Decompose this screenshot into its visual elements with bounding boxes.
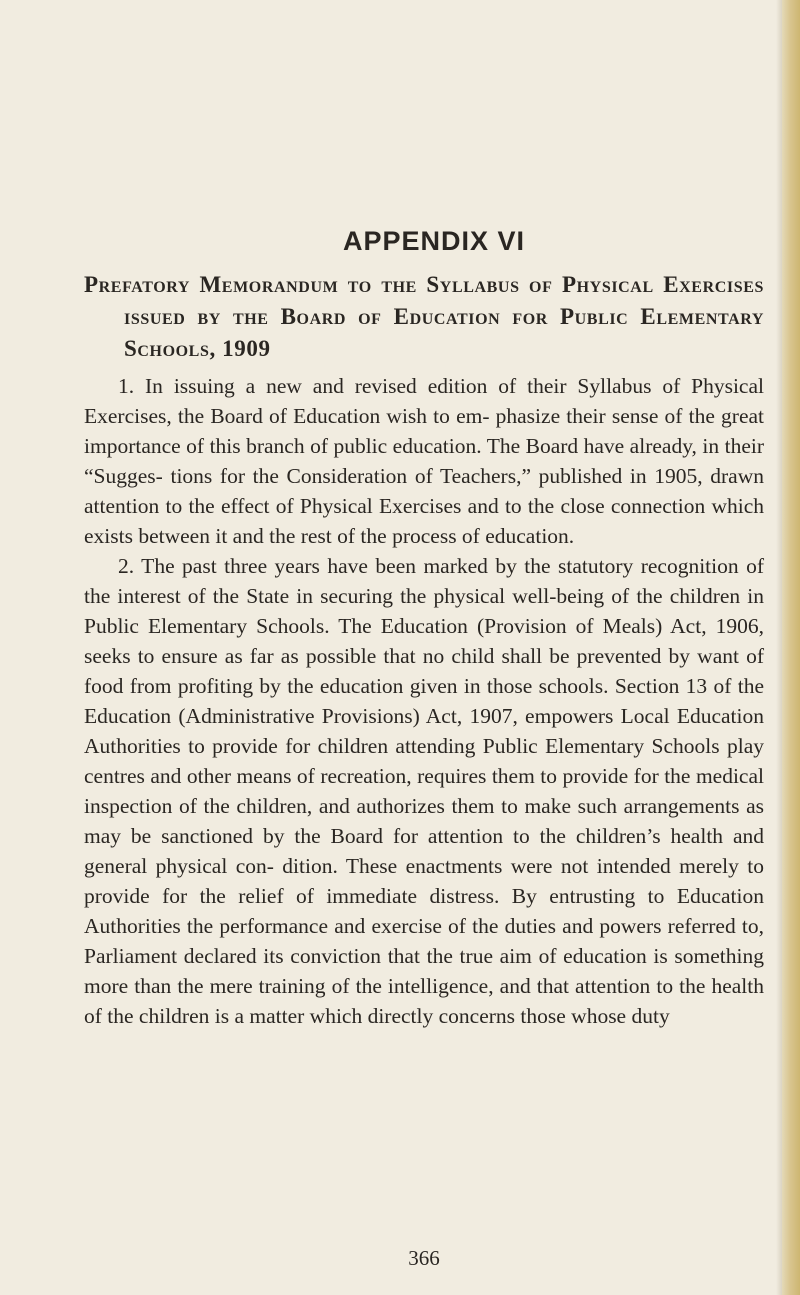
page-number: 366 — [408, 1246, 440, 1270]
appendix-title: APPENDIX VI — [342, 226, 526, 256]
page-edge — [782, 0, 800, 1295]
page-content — [84, 226, 764, 1270]
paragraph-2: 2. The past three years have been marked by the statutory recognition of the interest of the State in securing the physical well-being of the children in Public Elementary Schools. The Education (Provision of Meals) Act, 1906, seeks to ensure as far as possible that no child shall be prevented by want of food from profiting by the education given in those schools. Section 13 of the Education (Administrative Provisions) Act, 1907, empowers Local Education Authorities to provide for children attending Public Elementary Schools play centres and other means of recreation, requires them to provide for the medical inspection of the children, and authorizes them to make such arrangements as may be sanctioned by the Board for attention to the children’s health and general physical con- dition. These enactments were not intended merely to provide for the relief of immediate distress. By entrusting to Education Authorities the performance and exercise of the duties and powers referred to, Parliament declared its conviction that the true aim of education is something more than the mere training of the intelligence, and that attention to the health of the children is a matter which directly concerns those whose duty — [84, 554, 764, 1028]
memorandum-title: Prefatory Memorandum to the Syllabus of Physical Exercises issued by the Board of Education for Public Elementary Schools, 1909 — [84, 272, 764, 361]
paragraph-1: 1. In issuing a new and revised edition of their Syllabus of Physical Exercises, the Board of Education wish to em- phasize their sense of the great importance of this branch of public education. The Board have already, in their “Sugges- tions for the Consideration of Teachers,” published in 1905, drawn attention to the effect of Physical Exercises and to the close connection which exists between it and the rest of the process of education. — [84, 374, 764, 548]
